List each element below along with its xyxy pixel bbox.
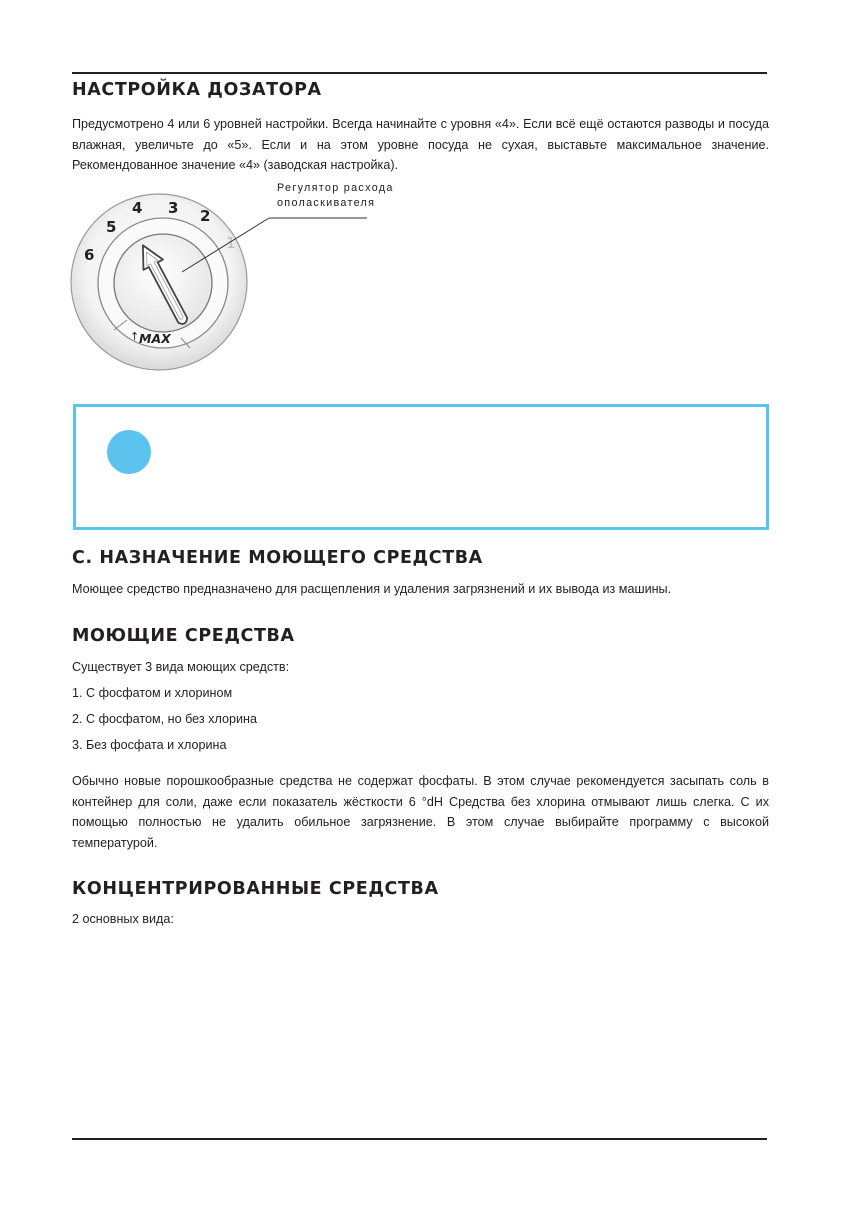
list-item: 1. С фосфатом и хлорином — [72, 686, 233, 700]
info-note-box — [73, 404, 769, 530]
detergents-intro: Существует 3 вида моющих средств: — [72, 660, 290, 674]
list-item: 2. С фосфатом, но без хлорина — [72, 712, 257, 726]
list-item: 3. Без фосфата и хлорина — [72, 738, 227, 752]
dial-level-label: 3 — [168, 199, 179, 217]
dial-level-label: 1 — [226, 234, 236, 252]
section-c-paragraph: Моющее средство предназначено для расщепления и удаления загрязнений и их вывода из машины. — [72, 582, 672, 596]
rinse-aid-dial-figure — [64, 180, 434, 385]
dial-level-label: 6 — [84, 246, 95, 264]
concentrated-intro: 2 основных вида: — [72, 912, 174, 926]
bottom-rule — [72, 1138, 767, 1140]
dial-level-label: 4 — [132, 199, 143, 217]
detergents-paragraph: Обычно новые порошкообразные средства не содержат фосфаты. В этом случае рекомендуется засыпать соль в контейнер для соли, даже если показатель жёсткости 6 °dH Средства без хлорина отмывают лишь слегка. С их помощью полностью не удалить обильное загрязнение. В этом случае выбирайте программу с высокой температурой. — [72, 774, 769, 850]
dial-max-label: MAX — [139, 331, 171, 346]
dispenser-paragraph: Предусмотрено 4 или 6 уровней настройки. Всегда начинайте с уровня «4». Если всё ещё остаются разводы и посуда влажная, увеличьте до «5». Если и на этом уровне посуда не сухая, выставьте максимальное значение. Рекомендованное значение «4» (заводская настройка). — [72, 117, 769, 172]
section-c-heading: С. НАЗНАЧЕНИЕ МОЮЩЕГО СРЕДСТВА — [72, 548, 483, 568]
top-rule — [72, 72, 767, 74]
callout-label: Регулятор расхода — [277, 182, 394, 194]
dispenser-heading: НАСТРОЙКА ДОЗАТОРА — [72, 80, 322, 100]
rinse-aid-dial-illustration — [64, 180, 434, 385]
detergents-heading: МОЮЩИЕ СРЕДСТВА — [72, 626, 295, 646]
info-icon — [107, 430, 151, 474]
concentrated-heading: КОНЦЕНТРИРОВАННЫЕ СРЕДСТВА — [72, 879, 439, 899]
dial-max-arrow: ↑ — [130, 330, 140, 343]
callout-label: ополаскивателя — [277, 197, 376, 209]
dial-level-label: 2 — [200, 207, 211, 225]
dial-level-label: 5 — [106, 218, 117, 236]
